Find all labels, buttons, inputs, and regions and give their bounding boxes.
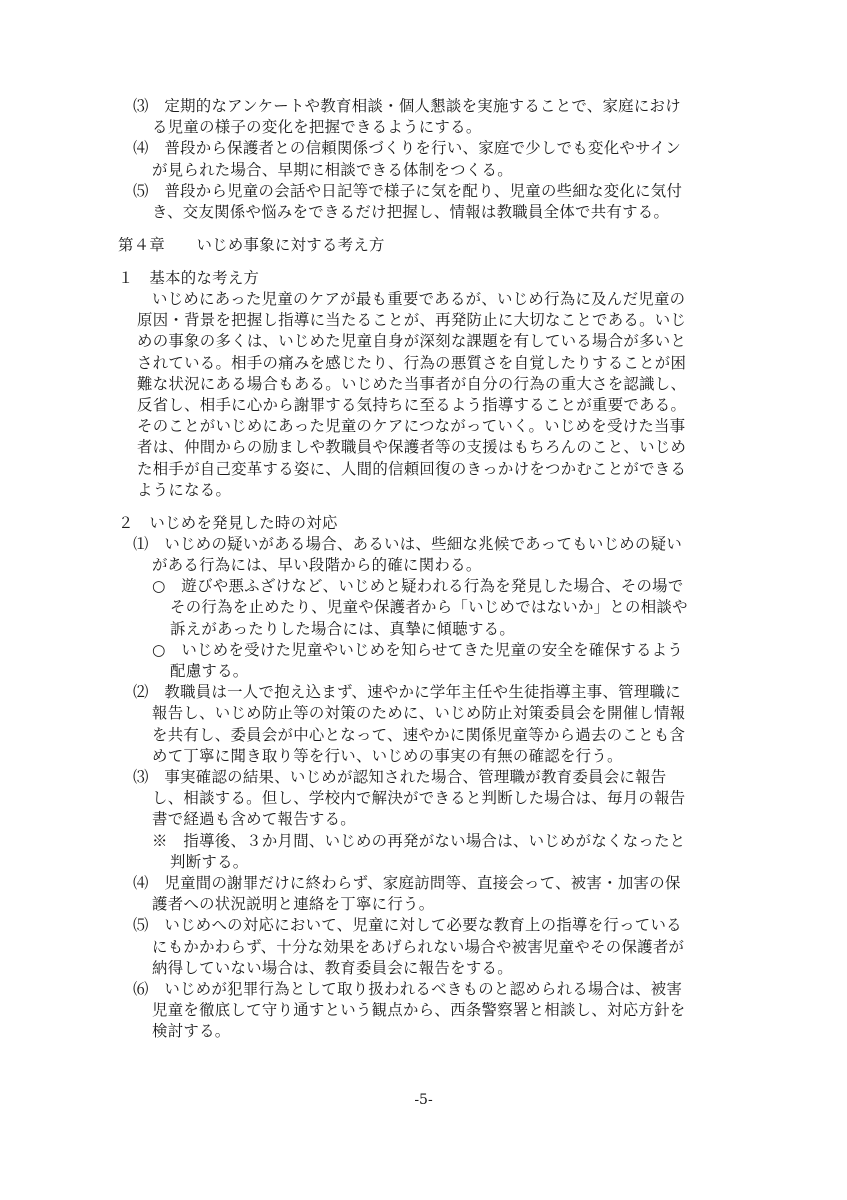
- text-line: 児童を徹底して守り通すという観点から、西条警察署と相談し、対応方針を: [152, 1001, 686, 1020]
- page-number: -5-: [414, 1092, 433, 1108]
- text-line: き、交友関係や悩みをできるだけ把握し、情報は教職員全体で共有する。: [152, 203, 670, 221]
- text-line: そのことがいじめにあった児童のケアにつながっていく。いじめを受けた当事: [137, 417, 686, 436]
- text-line: ⑴ いじめの疑いがある場合、あるいは、些細な兆候であってもいじめの疑い: [133, 534, 683, 553]
- text-line: ⑸ いじめへの対応において、児童に対して必要な教育上の指導を行っている: [133, 916, 682, 935]
- text-line: ２ いじめを発見した時の対応: [118, 513, 338, 532]
- text-line: ⑸ 普段から児童の会話や日記等で様子に気を配り、児童の些細な変化に気付: [133, 181, 683, 200]
- text-line: めて丁寧に聞き取り等を行い、いじめの事実の有無の確認を行う。: [152, 746, 623, 765]
- text-line: た相手が自己変革する姿に、人間的信頼回復のきっかけをつかむことができる: [137, 459, 687, 478]
- text-line: 訴えがあったりした場合には、真摯に傾聴する。: [170, 619, 516, 638]
- text-line: ○ 遊びや悪ふざけなど、いじめと疑われる行為を発見した場合、その場で: [152, 577, 684, 596]
- text-line: ⑵ 教職員は一人で抱え込まず、速やかに学年主任や生徒指導主事、管理職に: [133, 683, 681, 702]
- text-line: ようになる。: [137, 480, 232, 499]
- text-line: にもかかわらず、十分な効果をあげられない場合や被害児童やその保護者が: [152, 937, 685, 956]
- text-line: し、相談する。但し、学校内で解決ができると判断した場合は、毎月の報告: [152, 789, 686, 808]
- text-line: 検討する。: [152, 1022, 231, 1041]
- text-line: 難な状況にある場合もある。いじめた当事者が自分の行為の重大さを認識し、: [137, 374, 687, 393]
- text-line: を共有し、委員会が中心となって、速やかに関係児童等から過去のことも含: [152, 725, 686, 744]
- text-line: ⑶ 定期的なアンケートや教育相談・個人懇談を実施することで、家庭におけ: [133, 97, 681, 115]
- text-line: が見られた場合、早期に相談できる体制をつくる。: [152, 160, 513, 179]
- text-line: ⑷ 普段から保護者との信頼関係づくりを行い、家庭で少しでも変化やサイン: [133, 139, 682, 158]
- text-line: ⑷ 児童間の謝罪だけに終わらず、家庭訪問等、直接会って、被害・加害の保: [133, 873, 681, 892]
- text-line: ○ いじめを受けた児童やいじめを知らせてきた児童の安全を確保するよう: [152, 640, 684, 659]
- text-line: 反省し、相手に心から謝罪する気持ちに至るよう指導することが重要である。: [137, 395, 687, 414]
- text-line: 配慮する。: [170, 661, 249, 680]
- text-line: 者は、仲間からの励ましや教職員や保護者等の支援はもちろんのこと、いじめ: [137, 438, 687, 457]
- text-line: 護者への状況説明と連絡を丁寧に行う。: [152, 895, 435, 914]
- text-line: 報告し、いじめ防止等の対策のために、いじめ防止対策委員会を開催し情報: [152, 704, 686, 723]
- text-line: ⑹ いじめが犯罪行為として取り扱われるべきものと認められる場合は、被害: [133, 979, 683, 998]
- text-line: されている。相手の痛みを感じたり、行為の悪質さを自覚したりすることが困: [137, 353, 687, 372]
- text-line: その行為を止めたり、児童や保護者から「いじめではないか」との相談や: [170, 598, 688, 617]
- text-line: 納得していない場合は、教育委員会に報告をする。: [152, 958, 513, 977]
- text-line: めの事象の多くは、いじめた児童自身が深刻な課題を有している場合が多いと: [137, 332, 687, 351]
- text-line: ⑶ 事実確認の結果、いじめが認知された場合、管理職が教育委員会に報告: [133, 767, 667, 786]
- text-line: 第４章 いじめ事象に対する考え方: [118, 235, 385, 254]
- text-line: 判断する。: [170, 852, 249, 871]
- text-line: がある行為には、早い段階から的確に関わる。: [152, 555, 482, 574]
- text-line: 書で経過も含めて報告する。: [152, 810, 356, 829]
- text-line: る児童の様子の変化を把握できるようにする。: [152, 118, 482, 137]
- text-line: 原因・背景を把握し指導に当たることが、再発防止に大切なことである。いじ: [137, 311, 687, 330]
- text-line: １ 基本的な考え方: [118, 268, 260, 287]
- text-line: ※ 指導後、３か月間、いじめの再発がない場合は、いじめがなくなったと: [152, 831, 686, 850]
- text-line: いじめにあった児童のケアが最も重要であるが、いじめ行為に及んだ児童の: [152, 289, 686, 308]
